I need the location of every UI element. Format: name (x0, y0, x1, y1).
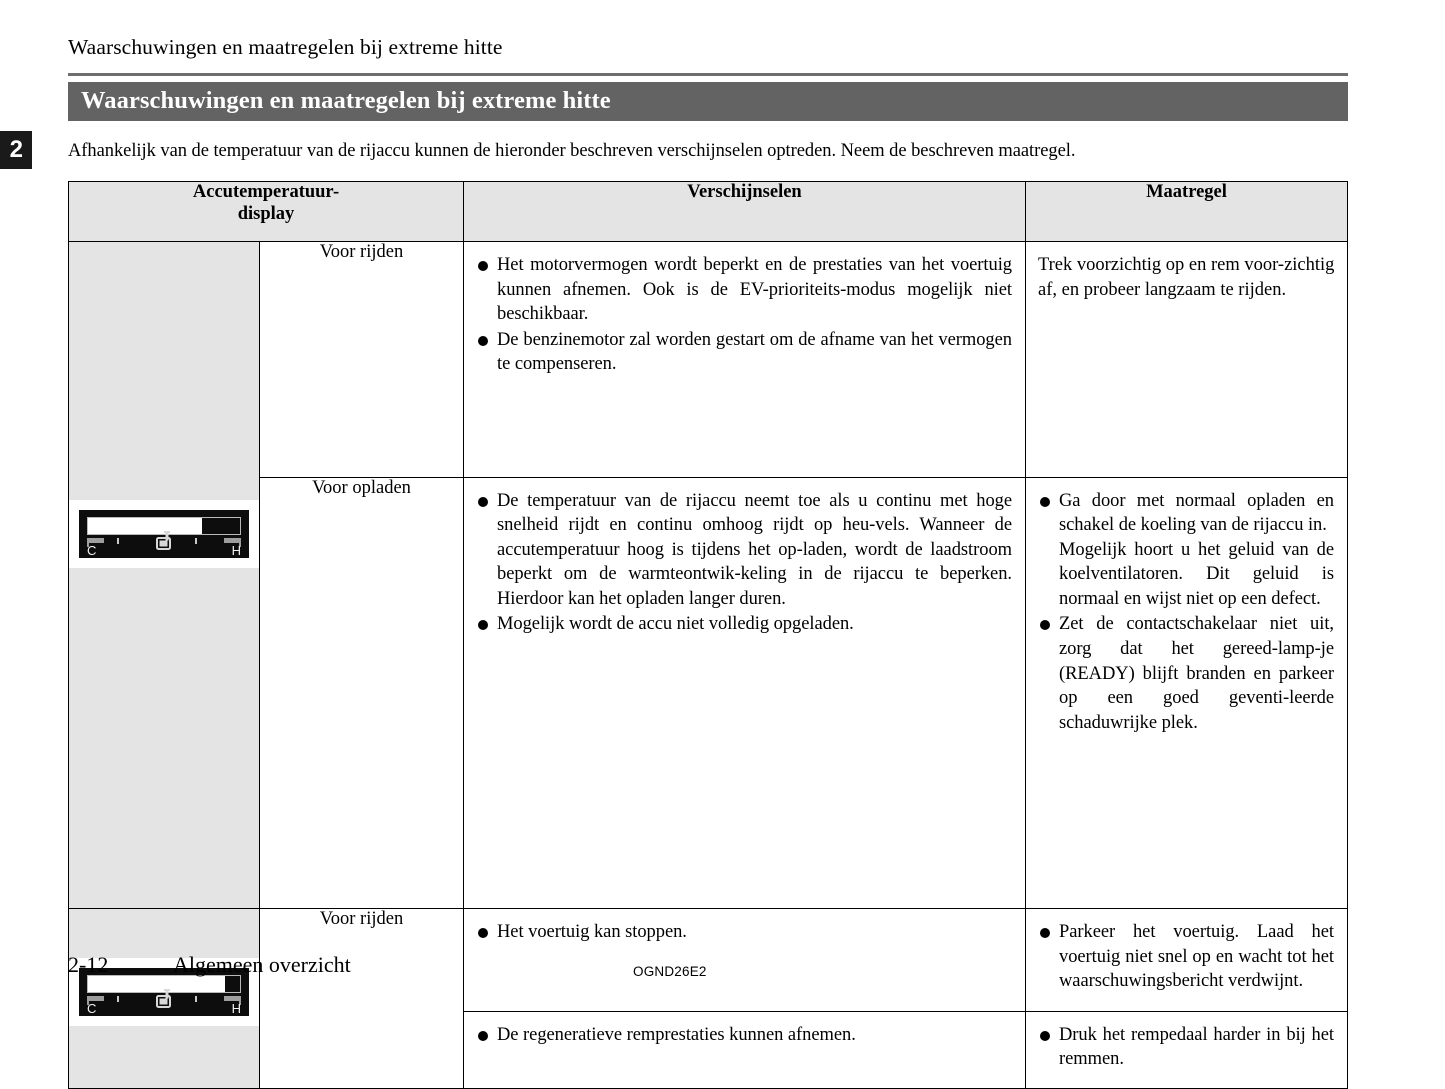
page-footer (68, 952, 1348, 992)
gauge-hot-label: H (231, 542, 241, 558)
measure-cell (1026, 241, 1348, 477)
bullet-text: De temperatuur van de rijaccu neemt toe als u continu met hoge snelheid rijdt en continu omhoog rijdt op heu-vels. Wanneer de accutemperatuur hoog is tijdens het op-laden, wordt de laadstroom beperkt om de warmteontwik-keling in de rijaccu te beperken. Hierdoor kan het opladen langer duren. (497, 490, 1012, 609)
column-header-display-line2: display (237, 203, 295, 224)
mode-label: Voor rijden (319, 908, 404, 929)
running-head: Waarschuwingen en maatregelen bij extreme hitte (68, 35, 503, 59)
battery-temperature-display-cell-1 (69, 241, 260, 908)
bullet-dot-icon (1040, 620, 1050, 630)
list-item (478, 328, 1012, 377)
phenomena-cell (464, 477, 1026, 908)
document-code: OGND26E2 (633, 964, 707, 979)
mode-cell (260, 241, 464, 477)
bullet-text: Het motorvermogen wordt beperkt en de prestaties van het voertuig kunnen afnemen. Ook is de EV-prioriteits-modus mogelijk niet beschikbaar. (497, 254, 1012, 325)
page-number: 2-12 (68, 952, 109, 977)
bullet-text: Zet de contactschakelaar niet uit, zorg dat het gereed-lamp-je (READY) blijft branden en parkeer op een goed geventi-leerde schaduwrijke plek. (1059, 614, 1334, 733)
bullet-text: Het voertuig kan stoppen. (497, 921, 687, 942)
gauge-cold-label: C (87, 1000, 97, 1016)
list-item (478, 253, 1012, 327)
section-heading-bar (68, 82, 1348, 121)
bullet-text: De benzinemotor zal worden gestart om de afname van het vermogen te compenseren. (497, 329, 1012, 375)
battery-temperature-icon (153, 989, 175, 1014)
bullet-dot-icon (478, 336, 488, 346)
battery-temperature-gauge-1 (79, 510, 249, 558)
bullet-dot-icon (478, 928, 488, 938)
bullet-text: De regeneratieve remprestaties kunnen afnemen. (497, 1024, 856, 1045)
list-item (478, 1023, 1012, 1048)
gauge-tick-1 (117, 538, 119, 544)
column-header-display-line1: Accutemperatuur- (192, 181, 340, 202)
phenomena-bullet-list (464, 1012, 1025, 1060)
bullet-dot-icon (1040, 1031, 1050, 1041)
table-row (69, 477, 1348, 908)
mode-cell (260, 908, 464, 1088)
bullet-dot-icon (478, 497, 488, 507)
table-row (69, 241, 1348, 477)
phenomena-cell (464, 1011, 1026, 1088)
gauge-hot-label: H (231, 1000, 241, 1016)
bullet-text: Druk het rempedaal harder in bij het remmen. (1059, 1024, 1334, 1070)
battery-temperature-icon (153, 531, 175, 556)
list-item (1040, 612, 1334, 735)
phenomena-bullet-list (464, 909, 1025, 957)
gauge-cold-label: C (87, 542, 97, 558)
display-spacer-bottom (69, 568, 259, 908)
mode-cell (260, 477, 464, 908)
mode-label: Voor rijden (319, 241, 404, 262)
measure-cell (1026, 1011, 1348, 1088)
mode-label: Voor opladen (312, 477, 411, 498)
display-spacer-top (69, 909, 259, 958)
gauge-bar-fill (88, 518, 202, 534)
gauge-tick-1 (117, 996, 119, 1002)
column-header-display (69, 181, 464, 241)
display-spacer-top (69, 242, 259, 500)
footer-section-title: Algemeen overzicht (173, 952, 351, 977)
bullet-dot-icon (478, 1031, 488, 1041)
bullet-text: Mogelijk wordt de accu niet volledig opgeladen. (497, 614, 854, 635)
column-header-phenomena: Verschijnselen (464, 181, 1026, 241)
section-title: Waarschuwingen en maatregelen bij extreme hitte (81, 87, 611, 115)
battery-temperature-display-cell-2 (69, 908, 260, 1088)
bullet-dot-icon (478, 620, 488, 630)
chapter-tab-label: 2 (9, 136, 23, 163)
phenomena-bullet-list (464, 242, 1025, 389)
list-item (478, 920, 1012, 945)
chapter-tab (0, 131, 32, 169)
bullet-text: Parkeer het voertuig. Laad het voertuig niet snel op en wacht tot het waarschuwingsbericht verdwijnt. (1059, 921, 1334, 992)
header-rule (68, 73, 1348, 76)
list-item (1040, 489, 1334, 612)
phenomena-cell (464, 241, 1026, 477)
measure-cell (1026, 477, 1348, 908)
bullet-dot-icon (1040, 928, 1050, 938)
list-item (1040, 1023, 1334, 1072)
phenomena-bullet-list (464, 478, 1025, 650)
gauge-white-band (69, 500, 259, 568)
table-header-row (69, 181, 1348, 241)
list-item (478, 612, 1012, 637)
list-item (478, 489, 1012, 612)
display-spacer-bottom (69, 1026, 259, 1088)
measure-text: Trek voorzichtig op en rem voor-zichtig af, en probeer langzaam te rijden. (1038, 254, 1335, 300)
measure-bullet-list (1026, 1012, 1347, 1084)
column-header-measure: Maatregel (1026, 181, 1348, 241)
gauge-tick-2 (195, 538, 197, 544)
measure-bullet-list (1026, 478, 1347, 748)
bullet-dot-icon (478, 261, 488, 271)
gauge-tick-2 (195, 996, 197, 1002)
page-body (68, 0, 1348, 1089)
intro-paragraph: Afhankelijk van de temperatuur van de rijaccu kunnen de hieronder beschreven verschijnselen optreden. Neem de beschreven maatregel. (68, 140, 1076, 161)
bullet-text: Ga door met normaal opladen en schakel de koeling van de rijaccu in. Mogelijk hoort u het geluid van de koelventilatoren. Dit geluid is normaal en wijst niet op een defect. (1059, 490, 1334, 609)
bullet-dot-icon (1040, 497, 1050, 507)
